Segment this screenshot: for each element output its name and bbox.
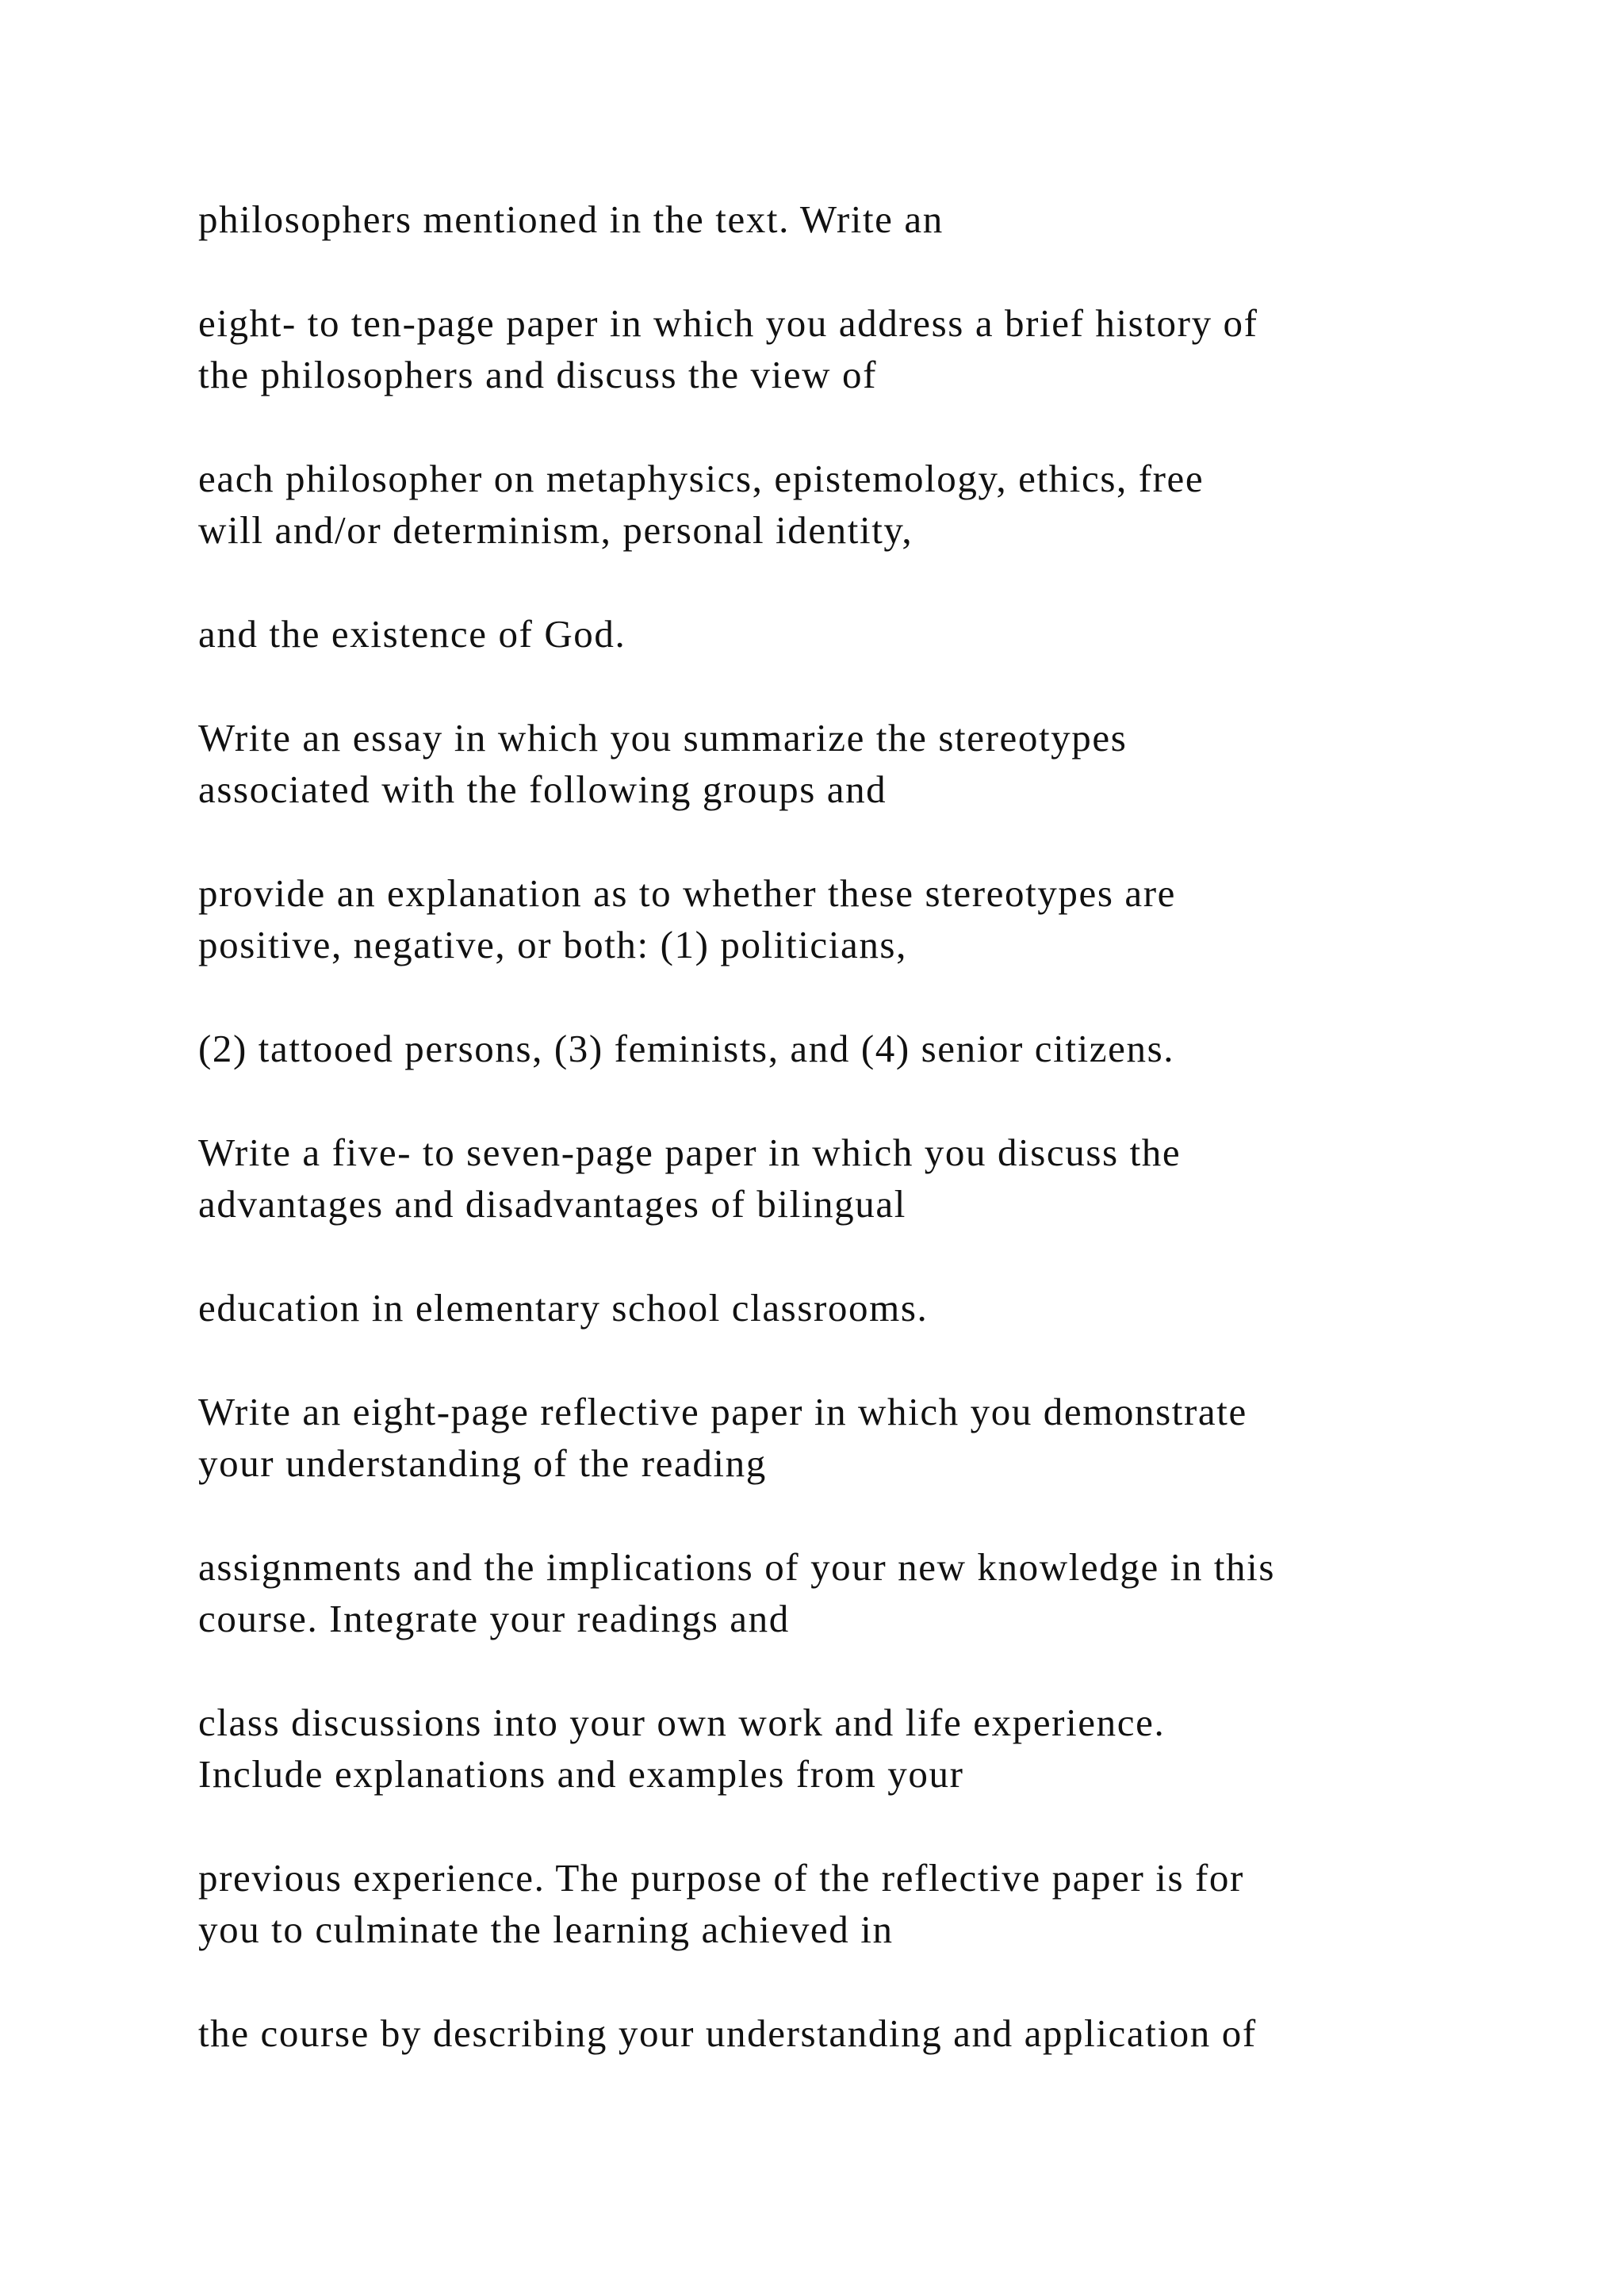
text-line: Write a five- to seven-page paper in which you discuss the [198,1131,1182,1174]
text-line: will and/or determinism, personal identity, [198,508,914,552]
paragraph [198,1386,1499,1489]
paragraph [198,1282,1499,1334]
document-body [198,193,1499,2111]
text-line: the course by describing your understanding and application of [198,2011,1257,2055]
text-line: Write an eight-page reflective paper in which you demonstrate [198,1390,1247,1433]
paragraph [198,712,1499,815]
text-line: education in elementary school classrooms. [198,1286,929,1330]
text-line: assignments and the implications of your new knowledge in this [198,1545,1276,1589]
text-line: philosophers mentioned in the text. Write an [198,197,944,241]
text-line: course. Integrate your readings and [198,1597,790,1640]
text-line: advantages and disadvantages of bilingual [198,1182,906,1226]
paragraph [198,1127,1499,1230]
paragraph [198,1697,1499,1800]
text-line: Include explanations and examples from your [198,1752,964,1796]
text-line: each philosopher on metaphysics, epistemology, ethics, free [198,457,1205,500]
paragraph [198,193,1499,245]
text-line: Write an essay in which you summarize the stereotypes [198,716,1128,760]
text-line: you to culminate the learning achieved in [198,1908,894,1951]
paragraph [198,608,1499,660]
text-line: associated with the following groups and [198,767,887,811]
text-line: your understanding of the reading [198,1441,767,1485]
paragraph [198,1541,1499,1644]
paragraph [198,1023,1499,1074]
text-line: positive, negative, or both: (1) politicians, [198,923,907,966]
text-line: (2) tattooed persons, (3) feminists, and (4) senior citizens. [198,1027,1175,1070]
paragraph [198,867,1499,970]
paragraph [198,453,1499,556]
text-line: provide an explanation as to whether these stereotypes are [198,871,1176,915]
text-line: class discussions into your own work and life experience. [198,1701,1166,1744]
text-line: and the existence of God. [198,612,626,656]
text-line: previous experience. The purpose of the reflective paper is for [198,1856,1244,1900]
paragraph [198,1852,1499,1955]
text-line: eight- to ten-page paper in which you address a brief history of [198,301,1258,345]
text-line: the philosophers and discuss the view of [198,353,878,396]
paragraph [198,2007,1499,2059]
paragraph [198,297,1499,400]
